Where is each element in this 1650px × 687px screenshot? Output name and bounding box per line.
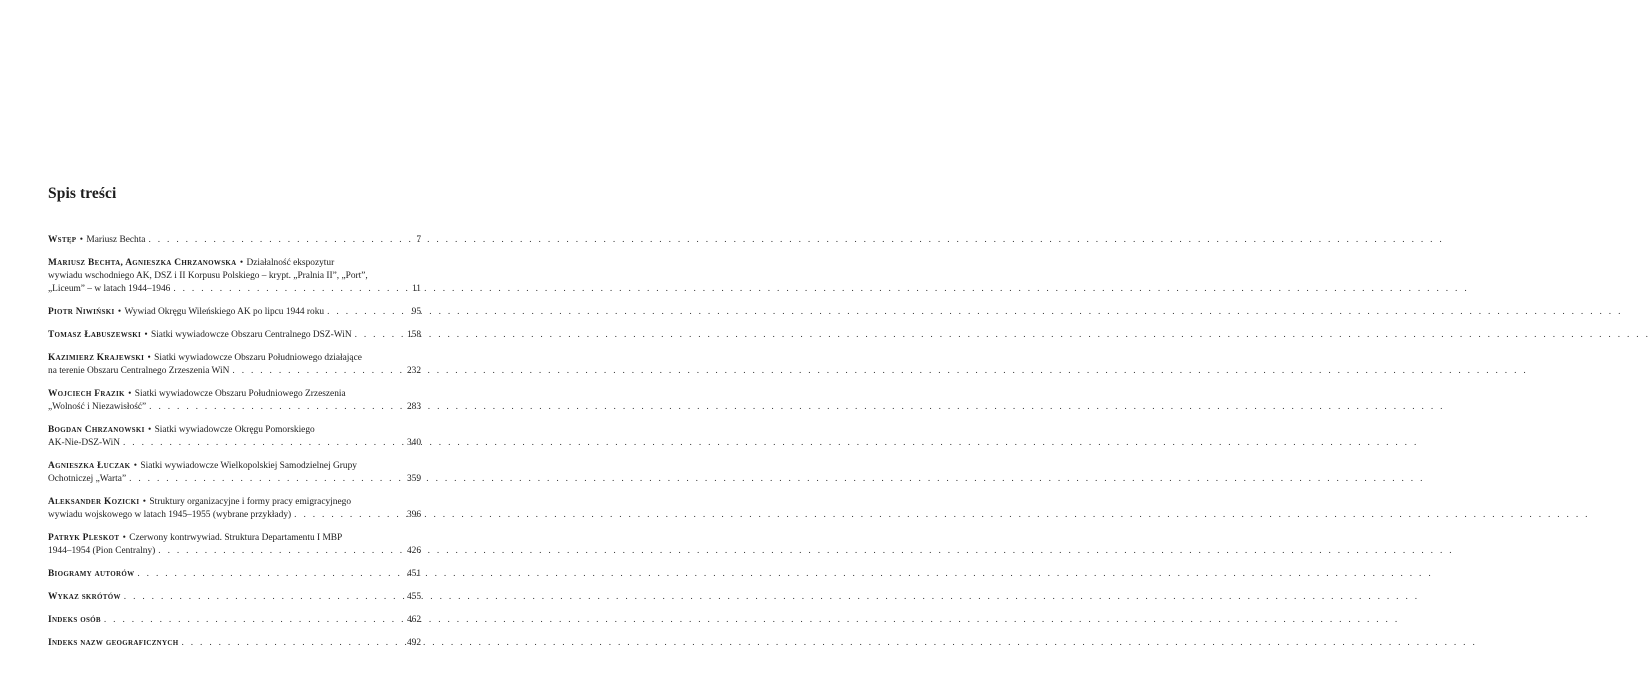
toc-entry[interactable] bbox=[48, 460, 421, 486]
toc-entry-title: wywiadu wschodniego AK, DSZ i II Korpusu Polskiego – krypt. „Pralnia II”, „Port”, bbox=[48, 271, 368, 281]
toc-entry[interactable] bbox=[48, 591, 421, 604]
toc-entry-line bbox=[48, 568, 421, 581]
toc-entry-author: Aleksander Kozicki bbox=[48, 497, 140, 507]
toc-entry-title: Siatki wywiadowcze Obszaru Południowego Zrzeszenia bbox=[134, 389, 346, 399]
toc-entry-title: AK-Nie-DSZ-WiN bbox=[48, 438, 121, 448]
dot-leader bbox=[134, 568, 407, 581]
toc-entry-author: Patryk Pleskot bbox=[48, 533, 120, 543]
toc-entry-author: Kazimierz Krajewski bbox=[48, 353, 145, 363]
toc-entry-page: 158 bbox=[406, 330, 421, 340]
toc-entry-line bbox=[48, 329, 421, 342]
toc-entry-line bbox=[48, 496, 421, 509]
toc-entry[interactable] bbox=[48, 496, 421, 522]
toc-entry-title: „Liceum” – w latach 1944–1946 bbox=[48, 284, 171, 294]
toc-entry-page: 426 bbox=[406, 546, 421, 556]
toc-entry-author: Indeks nazw geograficznych bbox=[48, 638, 179, 648]
toc-entry-page: 340 bbox=[406, 438, 421, 448]
toc-entry-author: Biogramy autorów bbox=[48, 569, 135, 579]
dot-leader bbox=[120, 437, 407, 450]
dot-leader bbox=[126, 473, 407, 486]
toc-entry-title: Siatki wywiadowcze Obszaru Południowego działające bbox=[154, 353, 362, 363]
toc-entry[interactable] bbox=[48, 306, 421, 319]
toc-entry[interactable] bbox=[48, 388, 421, 414]
toc-entry-page: 95 bbox=[411, 307, 421, 317]
bullet-separator: • bbox=[77, 235, 86, 245]
toc-entry-page: 396 bbox=[406, 510, 421, 520]
toc-entry[interactable] bbox=[48, 532, 421, 558]
toc-entry-title: Siatki wywiadowcze Wielkopolskiej Samodzielnej Grupy bbox=[140, 461, 357, 471]
bullet-separator: • bbox=[145, 353, 154, 363]
toc-entry-author: Mariusz Bechta, Agnieszka Chrzanowska bbox=[48, 258, 237, 268]
bullet-separator: • bbox=[131, 461, 140, 471]
bullet-separator: • bbox=[140, 497, 149, 507]
toc-entry-title: Siatki wywiadowcze Obszaru Centralnego DSZ-WiN bbox=[150, 330, 352, 340]
bullet-separator: • bbox=[120, 533, 129, 543]
dot-leader bbox=[101, 614, 407, 627]
toc-entry-author: Indeks osób bbox=[48, 615, 101, 625]
toc-entry-page: 462 bbox=[406, 615, 421, 625]
toc-entry-line bbox=[48, 388, 421, 401]
toc-entry-author: Agnieszka Łuczak bbox=[48, 461, 131, 471]
bullet-separator: • bbox=[142, 330, 150, 340]
toc-entry-line bbox=[48, 637, 421, 650]
toc-entry-title: na terenie Obszaru Centralnego Zrzeszenia WiN bbox=[48, 366, 230, 376]
toc-entry-author: Tomasz Łabuszewski bbox=[48, 330, 141, 340]
toc-entry-page: 232 bbox=[406, 366, 421, 376]
toc-entry-line bbox=[48, 270, 421, 283]
toc-entry-page: 451 bbox=[406, 569, 421, 579]
toc-entry-author: Piotr Niwiński bbox=[48, 307, 115, 317]
dot-leader bbox=[121, 591, 407, 604]
toc-entry-author: Wykaz skrótów bbox=[48, 592, 121, 602]
toc-entry-line bbox=[48, 614, 421, 627]
toc-entry-page: 492 bbox=[406, 638, 421, 648]
toc-entry-title: Wywiad Okręgu Wileńskiego AK po lipcu 1944 roku bbox=[124, 307, 325, 317]
toc-entry-line bbox=[48, 532, 421, 545]
toc-entry-page: 11 bbox=[411, 284, 421, 294]
bullet-separator: • bbox=[145, 425, 154, 435]
toc-entry-line bbox=[48, 545, 421, 558]
toc-entry-line bbox=[48, 306, 421, 319]
toc-entry-title: 1944–1954 (Pion Centralny) bbox=[48, 546, 156, 556]
toc-entry-author: Wstęp bbox=[48, 235, 77, 245]
toc-entry-author: Wojciech Frazik bbox=[48, 389, 125, 399]
dot-leader bbox=[178, 637, 406, 650]
page-title: Spis treści bbox=[48, 185, 117, 202]
toc-entry[interactable] bbox=[48, 329, 421, 342]
toc-entry-title: Mariusz Bechta bbox=[86, 235, 146, 245]
toc-entry-line bbox=[48, 437, 421, 450]
toc-entry-line bbox=[48, 591, 421, 604]
toc-entry-page: 283 bbox=[406, 402, 421, 412]
toc-entry-line bbox=[48, 473, 421, 486]
toc-entry-page: 455 bbox=[406, 592, 421, 602]
toc-entry-line bbox=[48, 257, 421, 270]
dot-leader bbox=[352, 329, 407, 342]
toc-entry-line bbox=[48, 424, 421, 437]
toc-entry-page: 359 bbox=[406, 474, 421, 484]
dot-leader bbox=[229, 365, 407, 378]
table-of-contents bbox=[48, 234, 421, 660]
toc-entry-line bbox=[48, 509, 421, 522]
toc-entry[interactable] bbox=[48, 257, 421, 296]
dot-leader bbox=[146, 401, 407, 414]
dot-leader bbox=[324, 306, 412, 319]
toc-entry-line bbox=[48, 365, 421, 378]
bullet-separator: • bbox=[115, 307, 124, 317]
toc-entry[interactable] bbox=[48, 424, 421, 450]
toc-entry-title: Siatki wywiadowcze Okręgu Pomorskiego bbox=[154, 425, 315, 435]
toc-entry[interactable] bbox=[48, 352, 421, 378]
toc-entry-line bbox=[48, 460, 421, 473]
dot-leader bbox=[155, 545, 407, 558]
dot-leader bbox=[291, 509, 407, 522]
toc-entry-title: wywiadu wojskowego w latach 1945–1955 (wybrane przykłady) bbox=[48, 510, 292, 520]
toc-entry-title: Struktury organizacyjne i formy pracy emigracyjnego bbox=[149, 497, 352, 507]
bullet-separator: • bbox=[237, 258, 246, 268]
toc-entry-line bbox=[48, 352, 421, 365]
toc-entry[interactable] bbox=[48, 637, 421, 650]
dot-leader bbox=[170, 283, 412, 296]
toc-entry-title: Czerwony kontrwywiad. Struktura Departamentu I MBP bbox=[129, 533, 343, 543]
dot-leader bbox=[145, 234, 416, 247]
toc-entry[interactable] bbox=[48, 234, 421, 247]
toc-entry-line bbox=[48, 283, 421, 296]
toc-entry-author: Bogdan Chrzanowski bbox=[48, 425, 145, 435]
bullet-separator: • bbox=[125, 389, 134, 399]
toc-entry-title: Ochotniczej „Warta” bbox=[48, 474, 127, 484]
toc-entry-title: „Wolność i Niezawisłość” bbox=[48, 402, 147, 412]
toc-entry-line bbox=[48, 234, 421, 247]
toc-entry[interactable] bbox=[48, 614, 421, 627]
toc-entry-line bbox=[48, 401, 421, 414]
toc-entry-title: Działalność ekspozytur bbox=[246, 258, 335, 268]
toc-entry-page: 7 bbox=[416, 235, 421, 245]
toc-entry[interactable] bbox=[48, 568, 421, 581]
